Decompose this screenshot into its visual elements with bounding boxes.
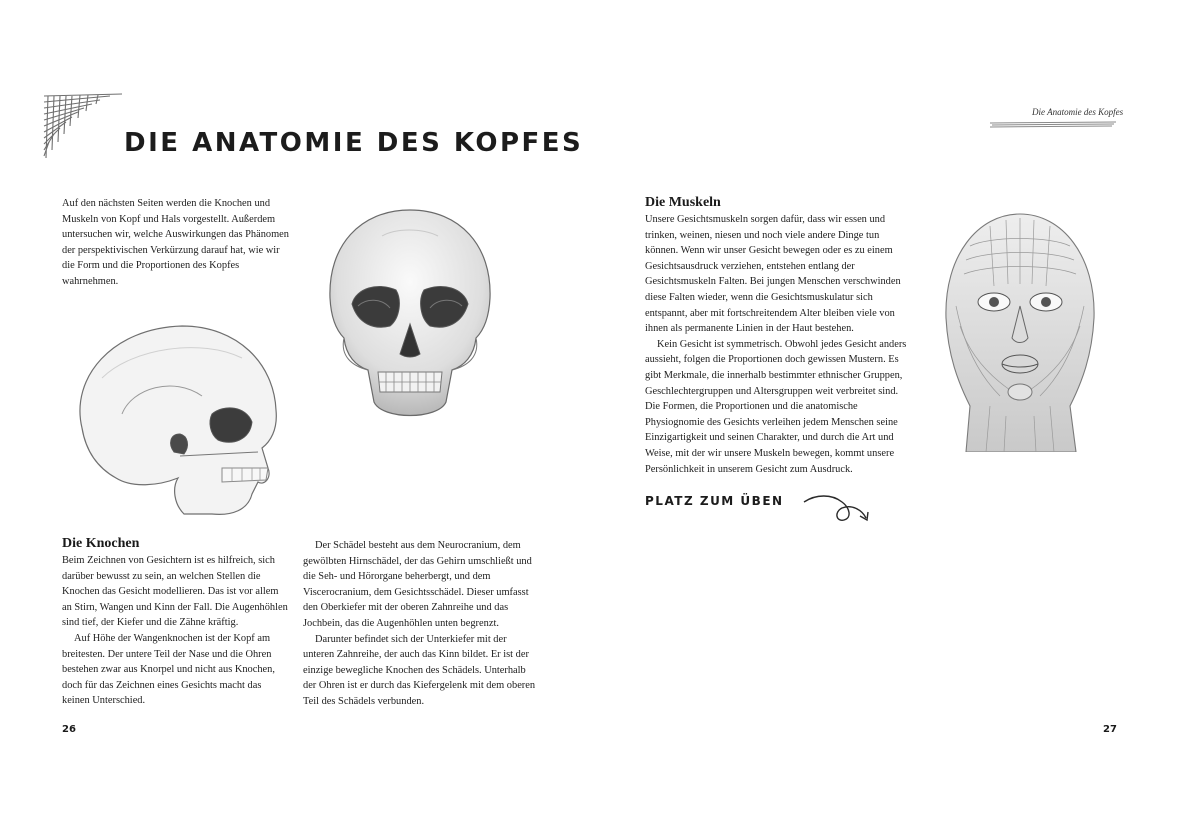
skull-side-illustration xyxy=(62,318,292,523)
knochen-column-1 xyxy=(62,553,290,709)
page-title: DIE ANATOMIE DES KOPFES xyxy=(124,128,584,158)
corner-hatch-decoration xyxy=(40,92,130,164)
muskeln-column xyxy=(645,212,911,477)
muskeln-paragraph-1: Unsere Gesichtsmuskeln sorgen dafür, dass wir essen und trinken, weinen, niesen und noch viele andere Dinge tun können. Wenn wir unser Gesicht bewegen oder es zu einem Gesichtsausdruck verziehen, entstehen entlang der Gesichtsmuskeln Falten. Bei jungen Menschen verschwinden diese Falten wieder, wenn die Gesichtsmuskulatur sich entspannt, aber mit fortschreitendem Alter bleiben viele von ihnen als permanente Linien in der Haut bestehen. xyxy=(645,214,901,335)
muskeln-paragraph-2: Kein Gesicht ist symmetrisch. Obwohl jedes Gesicht anders aussieht, folgen die Proportionen doch gewissen Mustern. Es gibt Merkmale, die innerhalb bestimmter ethnischer Gruppen, Geschlechtergruppen und Altersgruppen weit verbreitet sind. Die Formen, die Proportionen und die anatomische Physiognomie des Gesichts verleihen jedem Menschen seine Einzigartigkeit und seinen Charakter, und durch die Art und Weise, mit der wir unsere Muskeln bewegen, kommt unsere Persönlichkeit in unserem Gesicht zum Ausdruck. xyxy=(645,338,907,475)
facial-muscles-illustration xyxy=(930,206,1112,452)
running-head: Die Anatomie des Kopfes xyxy=(1032,107,1124,117)
knochen-paragraph-2: Auf Höhe der Wangenknochen ist der Kopf am breitesten. Der untere Teil der Nase und die Ohren bestehen zwar aus Knorpel und nicht aus Knochen, doch für das Zeichnen eines Gesichts macht das keinen Unterschied. xyxy=(62,632,275,707)
knochen-heading: Die Knochen xyxy=(62,536,140,551)
page-number-right: 27 xyxy=(1103,724,1117,735)
knochen-paragraph-3: Der Schädel besteht aus dem Neurocranium, dem gewölbten Hirnschädel, der das Gehirn umschließt und die Seh- und Hörorgane beherbergt, und dem Viscerocranium, dem Gesichtsschädel. Dieser umfasst den Oberkiefer mit der oberen Zahnreihe und das Jochbein, das die Augenhöhlen unten begrenzt. xyxy=(303,540,532,629)
muskeln-heading: Die Muskeln xyxy=(645,195,721,210)
knochen-paragraph-1: Beim Zeichnen von Gesichtern ist es hilfreich, sich darüber bewusst zu sein, an welchen Stellen die Knochen das Gesicht modellieren. Das ist vor allem an Stirn, Wangen und Kinn der Fall. Die Augenhöhlen sind tief, der Kiefer und die Zähne kräftig. xyxy=(62,555,288,629)
skull-front-illustration xyxy=(322,206,498,428)
swirl-arrow-icon xyxy=(802,488,874,528)
knochen-column-2 xyxy=(303,538,539,710)
page-number-left: 26 xyxy=(62,724,76,735)
running-head-underline xyxy=(988,120,1118,130)
practice-space-label: PLATZ ZUM ÜBEN xyxy=(645,494,784,508)
knochen-paragraph-4: Darunter befindet sich der Unterkiefer mit der unteren Zahnreihe, der auch das Kinn bildet. Er ist der einzige bewegliche Knochen des Schädels. Unterhalb der Ohren ist er durch das Kiefergelenk mit dem oberen Teil des Schädels verbunden. xyxy=(303,633,536,707)
intro-paragraph: Auf den nächsten Seiten werden die Knochen und Muskeln von Kopf und Hals vorgestellt. Außerdem untersuchen wir, welche Auswirkungen das Phänomen der perspektivischen Verkürzung darauf hat, wie wir die Form und die Proportionen des Kopfes wahrnehmen. xyxy=(62,198,289,287)
